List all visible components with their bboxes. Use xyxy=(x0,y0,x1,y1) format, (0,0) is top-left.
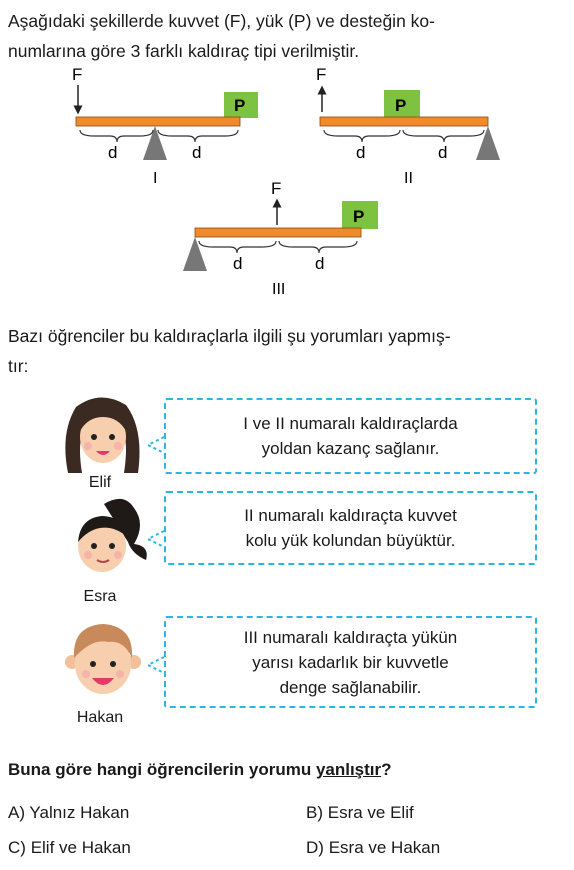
comment-text: II numaralı kaldıraçta kuvvet kolu yük kolundan büyüktür. xyxy=(244,506,457,550)
question-suffix: ? xyxy=(381,760,392,779)
students-intro-line-2: tır: xyxy=(8,356,29,376)
question-prefix: Buna göre hangi öğrencilerin yorumu xyxy=(8,760,316,779)
option-text: Elif ve Hakan xyxy=(30,838,131,857)
comment-text: I ve II numaralı kaldıraçlarda yoldan kazanç sağlanır. xyxy=(243,414,458,458)
speech-pointer xyxy=(144,435,166,455)
lever-number: III xyxy=(272,281,286,298)
question-text xyxy=(8,760,392,780)
option-a[interactable] xyxy=(8,803,129,823)
option-d[interactable] xyxy=(306,838,440,858)
distance-brace xyxy=(403,130,484,142)
option-letter: B) xyxy=(306,803,323,822)
student-name: Hakan xyxy=(76,709,124,726)
speech-pointer xyxy=(144,529,166,549)
lever-3 xyxy=(183,179,378,298)
distance-label: d xyxy=(192,143,202,162)
lever-diagrams xyxy=(0,60,574,305)
distance-brace xyxy=(279,241,357,253)
lever-bar xyxy=(76,117,240,126)
distance-brace xyxy=(324,130,400,142)
intro-line-1: Aşağıdaki şekillerde kuvvet (F), yük (P) ve desteğin ko- xyxy=(8,11,435,31)
intro-paragraph xyxy=(8,6,568,66)
intro-line-2: numlarına göre 3 farklı kaldıraç tipi verilmiştir. xyxy=(8,41,360,61)
distance-brace xyxy=(199,241,276,253)
elif-avatar xyxy=(58,393,148,475)
distance-label: d xyxy=(356,143,366,162)
distance-label: d xyxy=(108,143,118,162)
comment-text: III numaralı kaldıraçta yükün yarısı kadarlık bir kuvvetle denge sağlanabilir. xyxy=(243,627,458,697)
force-label: F xyxy=(316,65,327,84)
load-label: P xyxy=(353,207,365,226)
comment-bubble xyxy=(164,491,537,565)
distance-label: d xyxy=(233,254,243,273)
lever-1 xyxy=(72,65,258,187)
force-label: F xyxy=(72,65,83,84)
option-text: Esra ve Elif xyxy=(327,803,414,822)
force-label: F xyxy=(271,179,282,198)
lever-number: II xyxy=(404,170,413,187)
option-c[interactable] xyxy=(8,838,131,858)
distance-brace xyxy=(158,130,238,142)
option-text: Yalnız Hakan xyxy=(29,803,130,822)
load-label: P xyxy=(395,96,407,115)
fulcrum xyxy=(143,126,167,160)
student-name: Esra xyxy=(83,588,117,605)
question-emphasis: yanlıştır xyxy=(315,760,382,779)
student-name: Elif xyxy=(88,474,112,491)
distance-label: d xyxy=(438,143,448,162)
lever-bar xyxy=(195,228,361,237)
esra-avatar xyxy=(64,494,154,584)
comment-bubble xyxy=(164,398,537,474)
option-letter: C) xyxy=(8,838,26,857)
students-intro-line-1: Bazı öğrenciler bu kaldıraçlarla ilgili şu yorumları yapmış- xyxy=(8,326,451,346)
option-b[interactable] xyxy=(306,803,414,823)
fulcrum xyxy=(183,237,207,271)
option-letter: A) xyxy=(8,803,25,822)
students-intro xyxy=(8,321,566,381)
fulcrum xyxy=(476,126,500,160)
speech-pointer xyxy=(144,655,166,675)
comment-bubble xyxy=(164,616,537,708)
option-letter: D) xyxy=(306,838,324,857)
lever-2 xyxy=(316,65,500,187)
distance-brace xyxy=(80,130,153,142)
option-text: Esra ve Hakan xyxy=(328,838,441,857)
lever-bar xyxy=(320,117,488,126)
load-label: P xyxy=(234,96,246,115)
lever-number: I xyxy=(153,170,158,187)
hakan-avatar xyxy=(58,614,148,704)
distance-label: d xyxy=(315,254,325,273)
